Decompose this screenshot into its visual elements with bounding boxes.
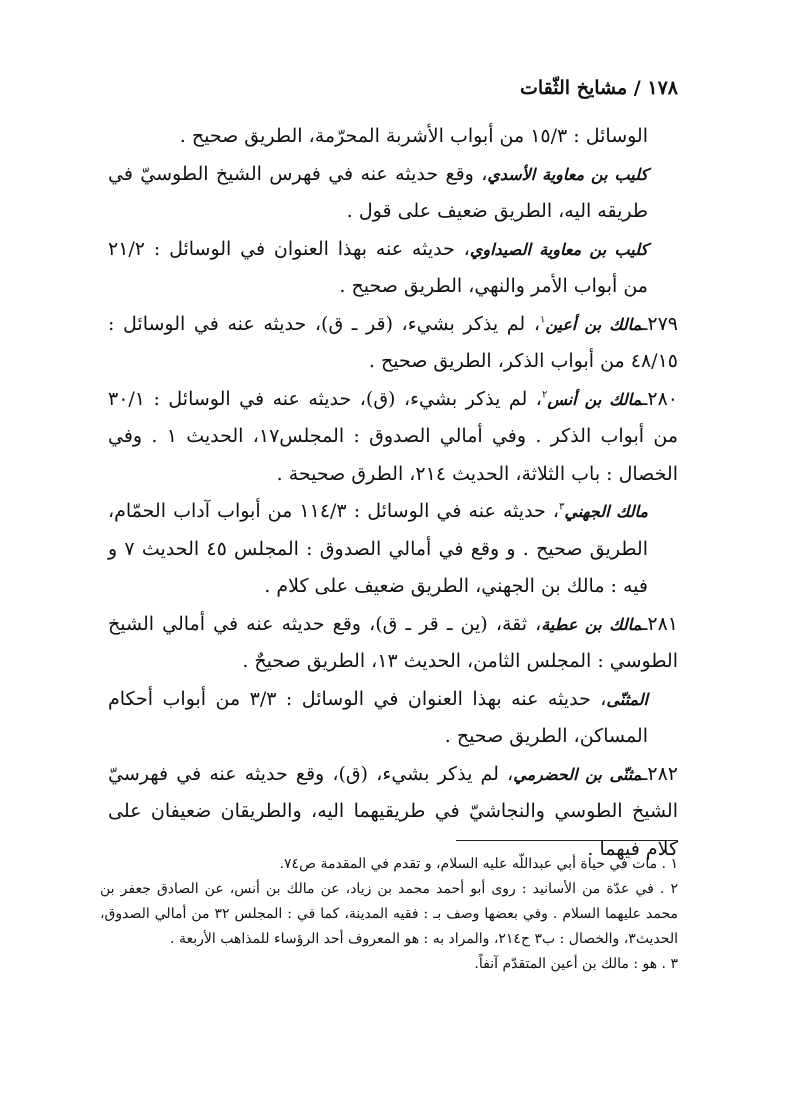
page-header xyxy=(108,72,678,104)
narrator-name: مالك بن عطية xyxy=(541,614,642,634)
header-separator: / xyxy=(633,77,641,99)
paragraph xyxy=(108,306,678,381)
footnote: ٣ . هو : مالك بن أعين المتقدّم آنفاً. xyxy=(474,956,678,972)
narrator-name: المثنّى xyxy=(606,689,648,709)
footnotes xyxy=(100,852,678,977)
paragraph-text: ، حديثه عنه بهذا العنوان في الوسائل : ٣/٣ من أبواب أحكام المساكن، الطريق صحيح . xyxy=(108,687,648,747)
paragraph xyxy=(108,118,678,156)
paragraph-text: ، لم يذكر بشيء، (قر ـ ق)، حديثه عنه في الوسائل : ٤٨/١٥ من أبواب الذكر، الطريق صحيح . xyxy=(108,312,678,372)
paragraph xyxy=(108,381,678,494)
paragraph xyxy=(108,231,678,306)
narrator-name: مثنّى بن الحضرمي xyxy=(513,764,642,784)
paragraph-text: ٢٨١ـ xyxy=(641,612,678,635)
footnote-ref: ١ xyxy=(539,314,546,326)
paragraph-text: ، لم يذكر بشيء، (ق)، وقع حديثه عنه في فهرسيّ الشيخ الطوسي والنجاشيّ في طريقيهما اليه، والطريقان ضعيفان على كلام فيهما . xyxy=(108,762,678,860)
footnote-ref: ٣ xyxy=(559,501,565,513)
body-text xyxy=(108,118,678,868)
narrator-name: مالك بن أعين xyxy=(545,314,642,334)
footnote: ٢ . في عدّة من الأسانيد : روى أبو أحمد محمد بن زياد، عن مالك بن أنس، عن الصادق جعفر بن محمد عليهما السلام . وفي بعضها وصف بـ : فقيه المدينة، كما في : المجلس ٣٢ من أمالي الصدوق، الحديث٣، والخصال : ب٣ ح٢١٤، والمراد به : هو المعروف أحد الرؤساء للمذاهب الأربعة . xyxy=(100,881,678,947)
footnote: ١ . مات في حياة أبي عبداللّه عليه السلام، و تقدم في المقدمة ص٧٤. xyxy=(279,856,678,872)
paragraph-text: ، حديثه عنه في الوسائل : ١١٤/٣ من أبواب آداب الحمّام، الطريق صحيح . و وقع في أمالي الصدوق : المجلس ٤٥ الحديث ٧ و فيه : مالك بن الجهني، الطريق ضعيف على كلام . xyxy=(108,500,648,597)
narrator-name: مالك بن أنس xyxy=(547,389,642,409)
paragraph xyxy=(108,156,678,231)
paragraph-text: ، حديثه عنه بهذا العنوان في الوسائل : ٢١/٢ من أبواب الأمر والنهي، الطريق صحيح . xyxy=(108,237,648,297)
footnote-ref: ٢ xyxy=(541,389,548,401)
paragraph xyxy=(108,681,678,756)
paragraph-text: ، ثقة، (ين ـ قر ـ ق)، وقع حديثه عنه في أمالي الشيخ الطوسي : المجلس الثامن، الحديث ١٣، الطريق صحيحٌ . xyxy=(108,612,678,672)
paragraph-text: ، لم يذكر بشيء، (ق)، حديثه عنه في الوسائل : ٣٠/١ من أبواب الذكر . وفي أمالي الصدوق : المجلس١٧، الحديث ١ . وفي الخصال : باب الثلاثة، الحديث ٢١٤، الطرق صحيحة . xyxy=(108,387,678,485)
paragraph-text: ٢٨٠ـ xyxy=(641,387,678,410)
footnote-divider xyxy=(456,840,678,841)
paragraph-text: الوسائل : ١٥/٣ من أبواب الأشربة المحرّمة، الطريق صحيح . xyxy=(179,125,648,147)
page-number: ١٧٨ xyxy=(647,77,678,99)
paragraph xyxy=(108,606,678,681)
narrator-name: مالك الجهني xyxy=(564,502,648,521)
paragraph-text: ، وقع حديثه عنه في فهرس الشيخ الطوسيّ في طريقه اليه، الطريق ضعيف على قول . xyxy=(108,162,648,222)
running-title: مشايخ الثّقات xyxy=(520,77,628,99)
paragraph xyxy=(108,493,678,606)
paragraph-text: ٢٧٩ـ xyxy=(641,312,678,335)
narrator-name: كليب بن معاوية الصيداوي xyxy=(469,239,648,259)
paragraph-text: ٢٨٢ـ xyxy=(641,762,678,785)
narrator-name: كليب بن معاوية الأسدي xyxy=(487,164,648,184)
